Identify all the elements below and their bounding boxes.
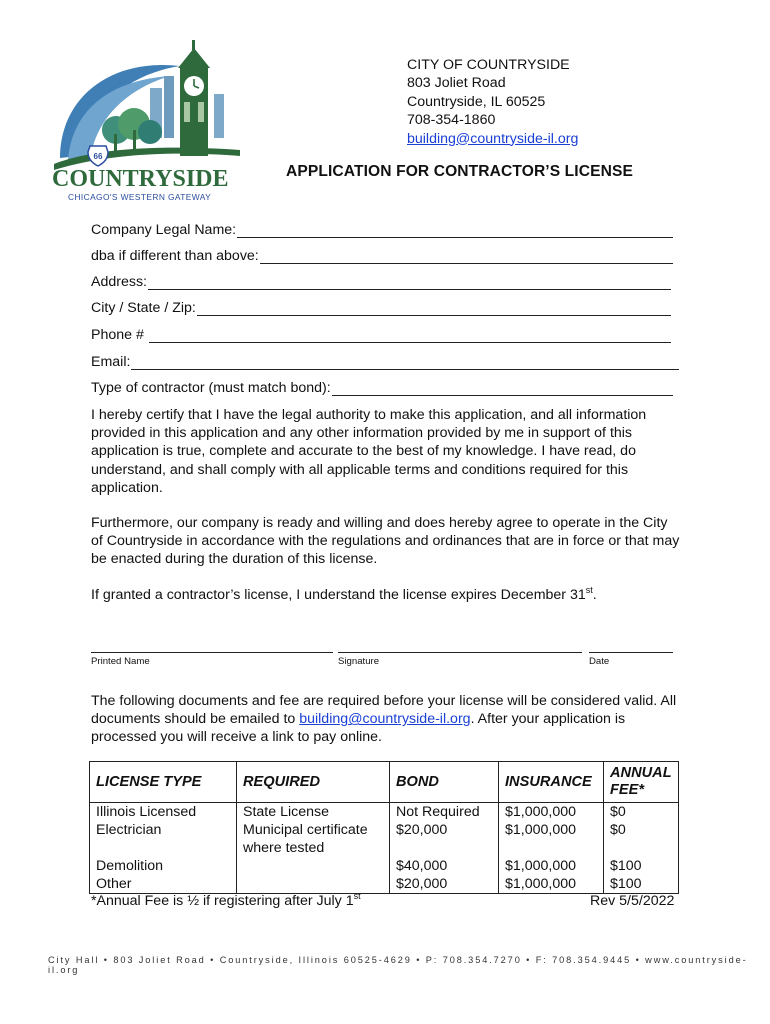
table-row — [90, 875, 679, 894]
date-label: Date — [589, 656, 610, 667]
cell-bond: $20,000 — [390, 821, 499, 857]
cell-insurance: $1,000,000 — [499, 857, 604, 875]
cell-bond: $20,000 — [390, 875, 499, 894]
fee-note-sup: st — [353, 891, 361, 901]
expires-end: . — [592, 587, 597, 603]
contractor-type-line[interactable] — [332, 381, 673, 396]
printed-name-label: Printed Name — [91, 656, 150, 667]
furthermore-paragraph: Furthermore, our company is ready and willing and does hereby agree to operate in the City of Countryside in accordance with the regulations and ordinances that are in force or that may be enacted during the duration of this license. — [91, 515, 680, 568]
cell-license-type: Other — [90, 875, 237, 894]
table-row — [90, 803, 679, 822]
dba-label: dba if different than above: — [91, 248, 259, 264]
contractor-type-field[interactable] — [91, 376, 673, 396]
phone-line[interactable] — [149, 328, 671, 343]
cell-license-type: Electrician — [90, 821, 237, 857]
table-row — [90, 821, 679, 857]
cell-required: State License — [237, 803, 390, 822]
cell-bond: $40,000 — [390, 857, 499, 875]
signature-line[interactable] — [338, 652, 582, 653]
cell-license-type: Demolition — [90, 857, 237, 875]
table-header-row — [90, 762, 679, 803]
expires-sup: st — [585, 585, 593, 595]
office-phone: 708-354-1860 — [407, 112, 496, 129]
address-field[interactable] — [91, 270, 671, 290]
table-row — [90, 857, 679, 875]
documents-paragraph — [91, 692, 681, 747]
countryside-logo — [50, 38, 246, 202]
cell-required — [237, 857, 390, 875]
cell-bond: Not Required — [390, 803, 499, 822]
signature-label: Signature — [338, 656, 380, 667]
company-legal-name-field[interactable] — [91, 218, 673, 238]
company-legal-name-label: Company Legal Name: — [91, 222, 237, 238]
form-title: APPLICATION FOR CONTRACTOR’S LICENSE — [286, 163, 633, 180]
header-annual-fee: ANNUAL FEE* — [604, 762, 679, 803]
city-state-zip-line[interactable] — [197, 301, 671, 316]
fee-note — [91, 893, 361, 909]
header-insurance: INSURANCE — [499, 762, 604, 803]
phone-label: Phone # — [91, 327, 144, 343]
dba-line[interactable] — [260, 249, 673, 264]
printed-name-line[interactable] — [91, 652, 333, 653]
license-table — [89, 761, 679, 894]
certify-paragraph: I hereby certify that I have the legal authority to make this application, and all information provided in this application and any other information provided by me in support of this application is true, complete and accurate to the best of my knowledge. I have read, do understand, and shall comply with all applicable terms and conditions required for this application. — [91, 407, 647, 496]
office-city: Countryside, IL 60525 — [407, 93, 546, 110]
contractor-type-label: Type of contractor (must match bond): — [91, 380, 331, 396]
header-required: REQUIRED — [237, 762, 390, 803]
office-address — [407, 56, 578, 148]
cell-insurance: $1,000,000 — [499, 875, 604, 894]
office-email-link[interactable]: building@countryside-il.org — [407, 130, 579, 147]
dba-field[interactable] — [91, 244, 673, 264]
cell-license-type: Illinois Licensed — [90, 803, 237, 822]
docs-text-before: The following documents and fee are required before your license will be considered valid. All documents should be emailed to — [91, 693, 677, 728]
revision-date: Rev 5/5/2022 — [590, 893, 675, 909]
address-line[interactable] — [148, 275, 671, 290]
date-line[interactable] — [589, 652, 673, 653]
docs-text-after: . After your application is processed you will receive a link to pay online. — [91, 711, 626, 746]
email-line[interactable] — [131, 355, 679, 370]
fee-note-text: *Annual Fee is ½ if registering after July 1 — [91, 893, 354, 909]
address-label: Address: — [91, 274, 147, 290]
expires-text: If granted a contractor’s license, I understand the license expires December 31 — [91, 587, 586, 603]
cell-required: Municipal certificate where tested — [237, 821, 390, 857]
email-field[interactable] — [91, 350, 679, 370]
office-name: CITY OF COUNTRYSIDE — [407, 57, 570, 73]
cell-annual-fee: $0 — [604, 803, 679, 822]
office-street: 803 Joliet Road — [407, 75, 506, 92]
cell-insurance: $1,000,000 — [499, 803, 604, 822]
footer-contact: City Hall • 803 Joliet Road • Countryside, Illinois 60525-4629 • P: 708.354.7270 • F: 708.354.9445 • www.countryside-il.org — [48, 955, 748, 975]
company-legal-name-line[interactable] — [237, 223, 673, 238]
route-66-shield: 66 — [93, 152, 103, 161]
logo-wordmark: COUNTRYSIDE — [52, 166, 229, 192]
logo-tagline: CHICAGO'S WESTERN GATEWAY — [68, 192, 212, 202]
expires-paragraph — [91, 586, 681, 604]
city-state-zip-label: City / State / Zip: — [91, 300, 196, 316]
header-license-type: LICENSE TYPE — [90, 762, 237, 803]
city-state-zip-field[interactable] — [91, 296, 671, 316]
cell-annual-fee: $0 — [604, 821, 679, 857]
cell-annual-fee: $100 — [604, 875, 679, 894]
docs-email-link[interactable]: building@countryside-il.org — [299, 711, 471, 728]
cell-annual-fee: $100 — [604, 857, 679, 875]
email-label: Email: — [91, 354, 131, 370]
cell-insurance: $1,000,000 — [499, 821, 604, 857]
header-bond: BOND — [390, 762, 499, 803]
phone-field[interactable] — [91, 323, 671, 343]
cell-required — [237, 875, 390, 894]
